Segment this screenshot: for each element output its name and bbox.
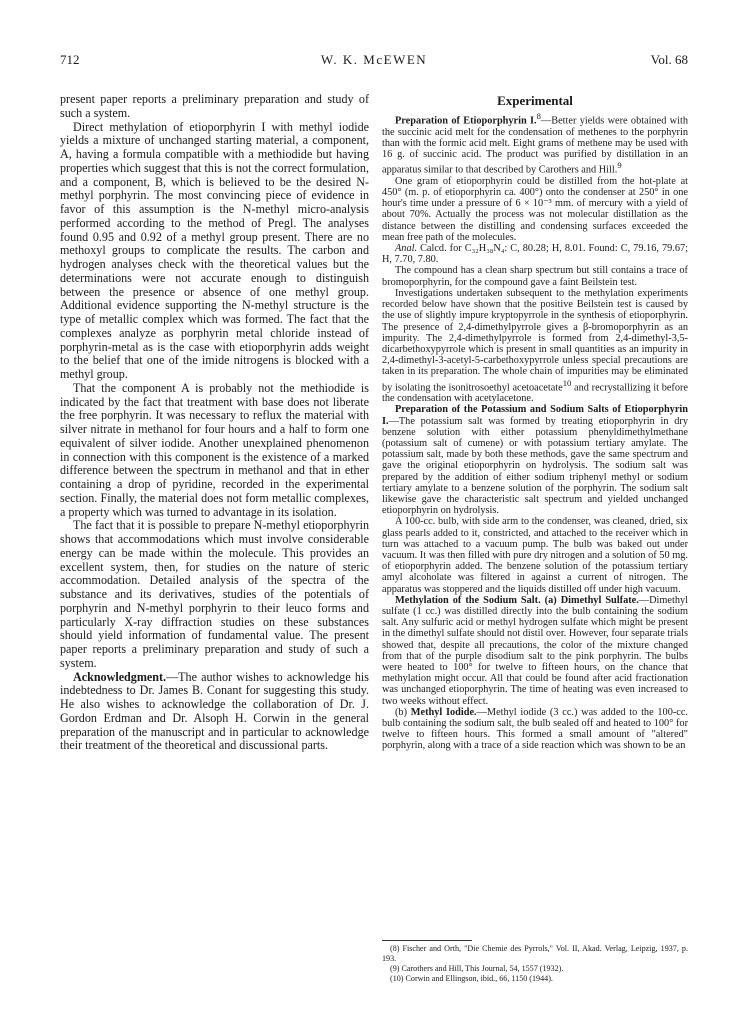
paragraph xyxy=(382,111,688,176)
volume-label: Vol. 68 xyxy=(650,52,688,67)
paragraph: That the component A is probably not the methiodide is indicated by the fact that treatment with base does not liberate the free porphyrin. It was necessary to reflux the material with silver nitrate in methanol for four hours and a half to form one equivalent of silver iodide. Another unexplained phenomenon in connection with this component is the existence of a marked difference between the spectrum in methanol and that in ether containing a drop of pyridine, recorded in the experimental section. Finally, the material does not form metallic complexes, a property which was turned to advantage in its isolation. xyxy=(60,380,369,519)
section-heading-experimental: Experimental xyxy=(497,93,573,108)
run-in-heading: Methylation of the Sodium Salt. (a) Dimethyl Sulfate. xyxy=(395,594,639,606)
paragraph xyxy=(382,404,688,516)
paragraph: One gram of etioporphyrin could be distilled from the hot-plate at 450° (m. p. of etioporphyrin ca. 400°) onto the condenser at 250° in one hour's time under a pressure of 6 × 10⁻³ mm. of mercury with a yield of about 70%. Actually the process was not molecular distillation as the distance between the distilling and condensing surfaces exceeded the mean free path of the molecules. xyxy=(382,175,688,243)
running-head-author: W. K. McEWEN xyxy=(320,52,428,67)
analysis-text: Calcd. for C₃₂H₃₈N₄: C, 80.28; H, 8.01. Found: C, 79.16, 79.67; H, 7.70, 7.80. xyxy=(382,243,688,266)
paragraph xyxy=(382,707,688,752)
paragraph-text: —Methyl iodide (3 cc.) was added to the 100-cc. bulb containing the sodium salt, the bulb sealed off and heated to 100° for twelve to fifteen hours. This formed a small amount of "altered" porphyrin, along with a trace of a side reaction which was shown to be an xyxy=(382,706,688,752)
left-column xyxy=(60,93,369,753)
acknowledgment-heading: Acknowledgment. xyxy=(73,669,167,684)
footnote: (10) Corwin and Ellingson, ibid., 66, 1150 (1944). xyxy=(390,974,553,983)
paragraph-text: —Better yields were obtained with the succinic acid melt for the condensation of methenes to the porphyrin than with the formic acid melt. Eight grams of methene may be used with 16 g. of succinic acid. The product was purified by distillation in an apparatus similar to that described by Carothers and Hill. xyxy=(382,115,688,176)
paragraph: The fact that it is possible to prepare N-methyl etioporphyrin shows that accommodations which must involve considerable energy can be made within the molecule. This provides an excellent system, then, for studies on the nature of steric accommodation. Detailed analysis of the spectra of the substance and its derivatives, studies of the potentials of porphyrin and N-methyl porphyrin to their leuco forms and particularly X-ray diffraction studies on these substances should yield information of fundamental value. The present paper reports a preliminary preparation and study of such a system. xyxy=(60,518,369,670)
paragraph: The compound has a clean sharp spectrum but still contains a trace of bromoporphyrin, for the compound gave a faint Beilstein test. xyxy=(382,265,688,288)
run-in-heading: Preparation of Etioporphyrin I. xyxy=(395,115,537,127)
acknowledgment-text: —The author wishes to acknowledge his indebtedness to Dr. James B. Conant for suggesting this study. He also wishes to acknowledge the collaboration of Dr. J. Gordon Erdman and Dr. Alsoph H. Corwin in the general preparation of the manuscript and in particular to acknowledge their treatment of the theoretical and discussional parts. xyxy=(60,669,369,753)
paragraph: A 100-cc. bulb, with side arm to the condenser, was cleaned, dried, six glass pearls added to it, constricted, and attached to the receiver which in turn was attached to a vacuum pump. The bulb was baked out under vacuum. It was then filled with pure dry nitrogen and a solution of 50 mg. of etioporphyrin added. The benzene solution of the potassium tertiary amyl alcoholate was filtered in against a current of nitrogen. The apparatus was stoppered and the liquids distilled off under high vacuum. xyxy=(382,516,688,595)
page-number: 712 xyxy=(60,52,80,67)
paragraph: present paper reports a preliminary preparation and study of such a system. xyxy=(60,93,369,120)
footnote-ref: 8 xyxy=(536,111,541,121)
footnote-ref: 10 xyxy=(562,377,572,388)
right-column xyxy=(382,93,688,752)
running-header xyxy=(60,52,688,70)
footnote-ref: 9 xyxy=(617,160,622,171)
paragraph-text: and recrystallizing it before the condensation with acetylacetone. xyxy=(382,381,688,405)
item-label: (b) xyxy=(395,706,408,718)
paragraph-text: —Dimethyl sulfate (1 cc.) was distilled directly into the bulb containing the sodium salt. Any sulfuric acid or methyl hydrogen sulfate which might be present in the dimethyl sulfate should not distil over. However, four separate trials showed that, despite all precautions, the color of the mixture changed from that of the purple disodium salt to the pink porphyrin. The bulbs were heated to 100° for twelve to fifteen hours, on the chance that methylation might occur. All that could be found after acid fractionation was unchanged etioporphyrin. The time of heating was even increased to two weeks without effect. xyxy=(382,594,688,707)
footnote-rule xyxy=(382,940,472,941)
paragraph xyxy=(382,288,688,404)
paragraph xyxy=(382,595,688,707)
analysis-line xyxy=(382,243,688,265)
paragraph-text: —The potassium salt was formed by treating etioporphyrin in dry benzene solution with either potassium phenyldimethylmethane (potassium salt of cumene) or with potassium tertiary amylate. The potassium salt, made by both these methods, gave the same spectrum and gave the original etioporphyrin on hydrolysis. The sodium salt was prepared by the addition of either sodium triphenyl methyl or sodium tertiary amylate to a benzene solution of the porphyrin. The sodium salt likewise gave the characteristic salt spectrum and yielded unchanged etioporphyrin on hydrolysis. xyxy=(382,415,688,517)
paragraph-text: Investigations undertaken subsequent to the methylation experiments recorded below have shown that the positive Beilstein test is caused by the use of slightly impure kryptopyrrole in the synthesis of etioporphyrin. The presence of 2,4-dimethylpyrrole gives a β-bromoporphyrin as an impurity. The 2,4-dimethylpyrrole is formed from 2,4-dimethyl-3,5-dicarbethoxypyrrole which is present in small quantities as an impurity in 2,4-dimethyl-3-acetyl-5-carbethoxypyrrole unless special precautions are taken in its preparation. The whole chain of impurities may be eliminated by isolating the isonitrosoethyl acetoacetate xyxy=(382,287,688,393)
run-in-heading: Methyl Iodide. xyxy=(410,706,477,718)
footnote: (9) Carothers and Hill, This Journal, 54, 1557 (1932). xyxy=(390,964,564,973)
acknowledgment-paragraph xyxy=(60,671,369,754)
run-in-heading: Preparation of the Potassium and Sodium Salts of Etioporphyrin I. xyxy=(382,404,688,427)
footnote: (8) Fischer and Orth, "Die Chemie des Pyrrols," Vol. II, Akad. Verlag, Leipzig, 1937, p. 193. xyxy=(382,944,688,963)
footnotes xyxy=(382,940,688,984)
anal-label: Anal. xyxy=(395,243,418,255)
paragraph: Direct methylation of etioporphyrin I with methyl iodide yields a mixture of unchanged starting material, a component, A, having a formula compatible with a methiodide but having properties which suggest that this is not the correct formulation, and a component, B, which is believed to be the desired N-methyl porphyrin. The most convincing piece of evidence in favor of this assumption is the N-methyl micro-analysis performed according to the method of Pregl. The analyses found 0.95 and 0.92 of a methyl group present. There are no methoxyl groups to complicate the results. The carbon and hydrogen analyses check with the theoretical values but the determinations were not accurate enough to distinguish between the presence or absence of one methyl group. Additional evidence supporting the N-methyl structure is the type of metallic complex which was formed. The fact that the complexes analyze as porphyrin metal chloride instead of porphyrin-metal as is the case with etioporphyrin adds weight to the belief that one of the imide nitrogens is blocked with a methyl group. xyxy=(60,119,369,381)
